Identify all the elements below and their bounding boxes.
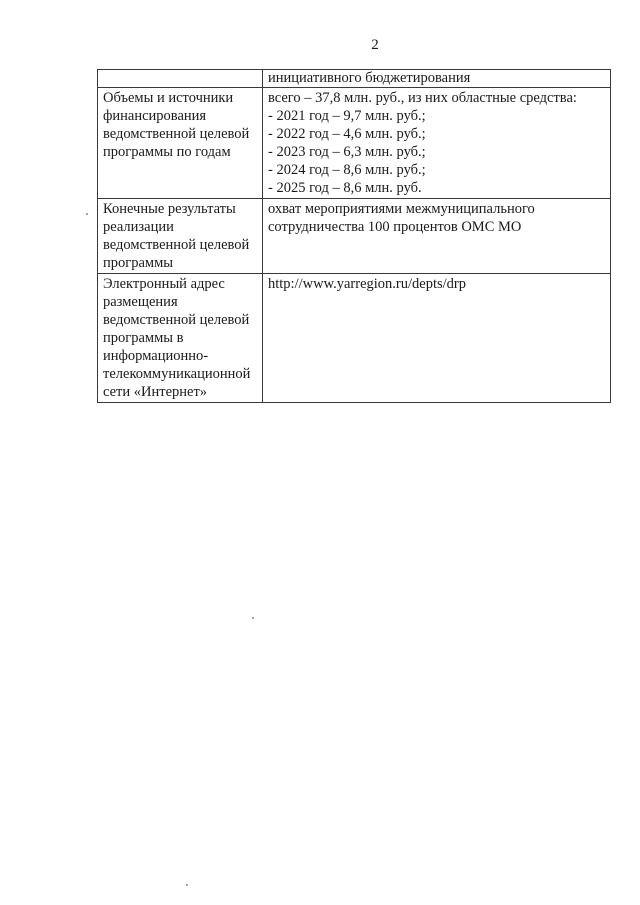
address-label-line: сети «Интернет»: [103, 384, 208, 400]
funding-year-line: - 2025 год – 8,6 млн. руб.: [268, 180, 422, 196]
continuation-value-cell: инициативного бюджетирования: [263, 70, 611, 88]
address-label-line: информационно-: [103, 348, 209, 364]
funding-year-line: - 2024 год – 8,6 млн. руб.;: [268, 162, 426, 178]
results-value-line: сотрудничества 100 процентов ОМС МО: [268, 219, 522, 235]
results-value-cell: [263, 199, 611, 274]
address-label-line: программы в: [103, 330, 184, 346]
scan-speck: [252, 617, 254, 619]
page-number: 2: [371, 37, 379, 53]
results-label-cell: [98, 199, 263, 274]
table-row-funding: [98, 88, 611, 199]
program-url-link[interactable]: http://www.yarregion.ru/depts/drp: [268, 276, 466, 292]
results-label-line: программы: [103, 255, 173, 271]
results-label-line: Конечные результаты: [103, 201, 236, 217]
address-label-cell: [98, 274, 263, 403]
funding-label-line: программы по годам: [103, 144, 231, 160]
funding-value-cell: [263, 88, 611, 199]
funding-year-line: - 2023 год – 6,3 млн. руб.;: [268, 144, 426, 160]
address-label-line: телекоммуникационной: [103, 366, 251, 382]
funding-year-line: - 2021 год – 9,7 млн. руб.;: [268, 108, 426, 124]
table-row-address: [98, 274, 611, 403]
results-value-line: охват мероприятиями межмуниципального: [268, 201, 535, 217]
address-label-line: Электронный адрес: [103, 276, 225, 292]
continuation-label-cell: [98, 70, 263, 88]
results-label-line: реализации: [103, 219, 174, 235]
funding-label-cell: [98, 88, 263, 199]
address-value-cell: [263, 274, 611, 403]
table-row-results: [98, 199, 611, 274]
funding-label-line: финансирования: [103, 108, 207, 124]
funding-year-line: - 2022 год – 4,6 млн. руб.;: [268, 126, 426, 142]
address-label-line: ведомственной целевой: [103, 312, 250, 328]
results-label-line: ведомственной целевой: [103, 237, 250, 253]
table-row-continuation: [98, 70, 611, 88]
funding-total-line: всего – 37,8 млн. руб., из них областные средства:: [268, 90, 577, 106]
scan-speck: [186, 884, 188, 886]
program-passport-table: [97, 69, 611, 403]
funding-label-line: Объемы и источники: [103, 90, 234, 106]
funding-label-line: ведомственной целевой: [103, 126, 250, 142]
address-label-line: размещения: [103, 294, 178, 310]
scan-speck: [86, 213, 88, 215]
